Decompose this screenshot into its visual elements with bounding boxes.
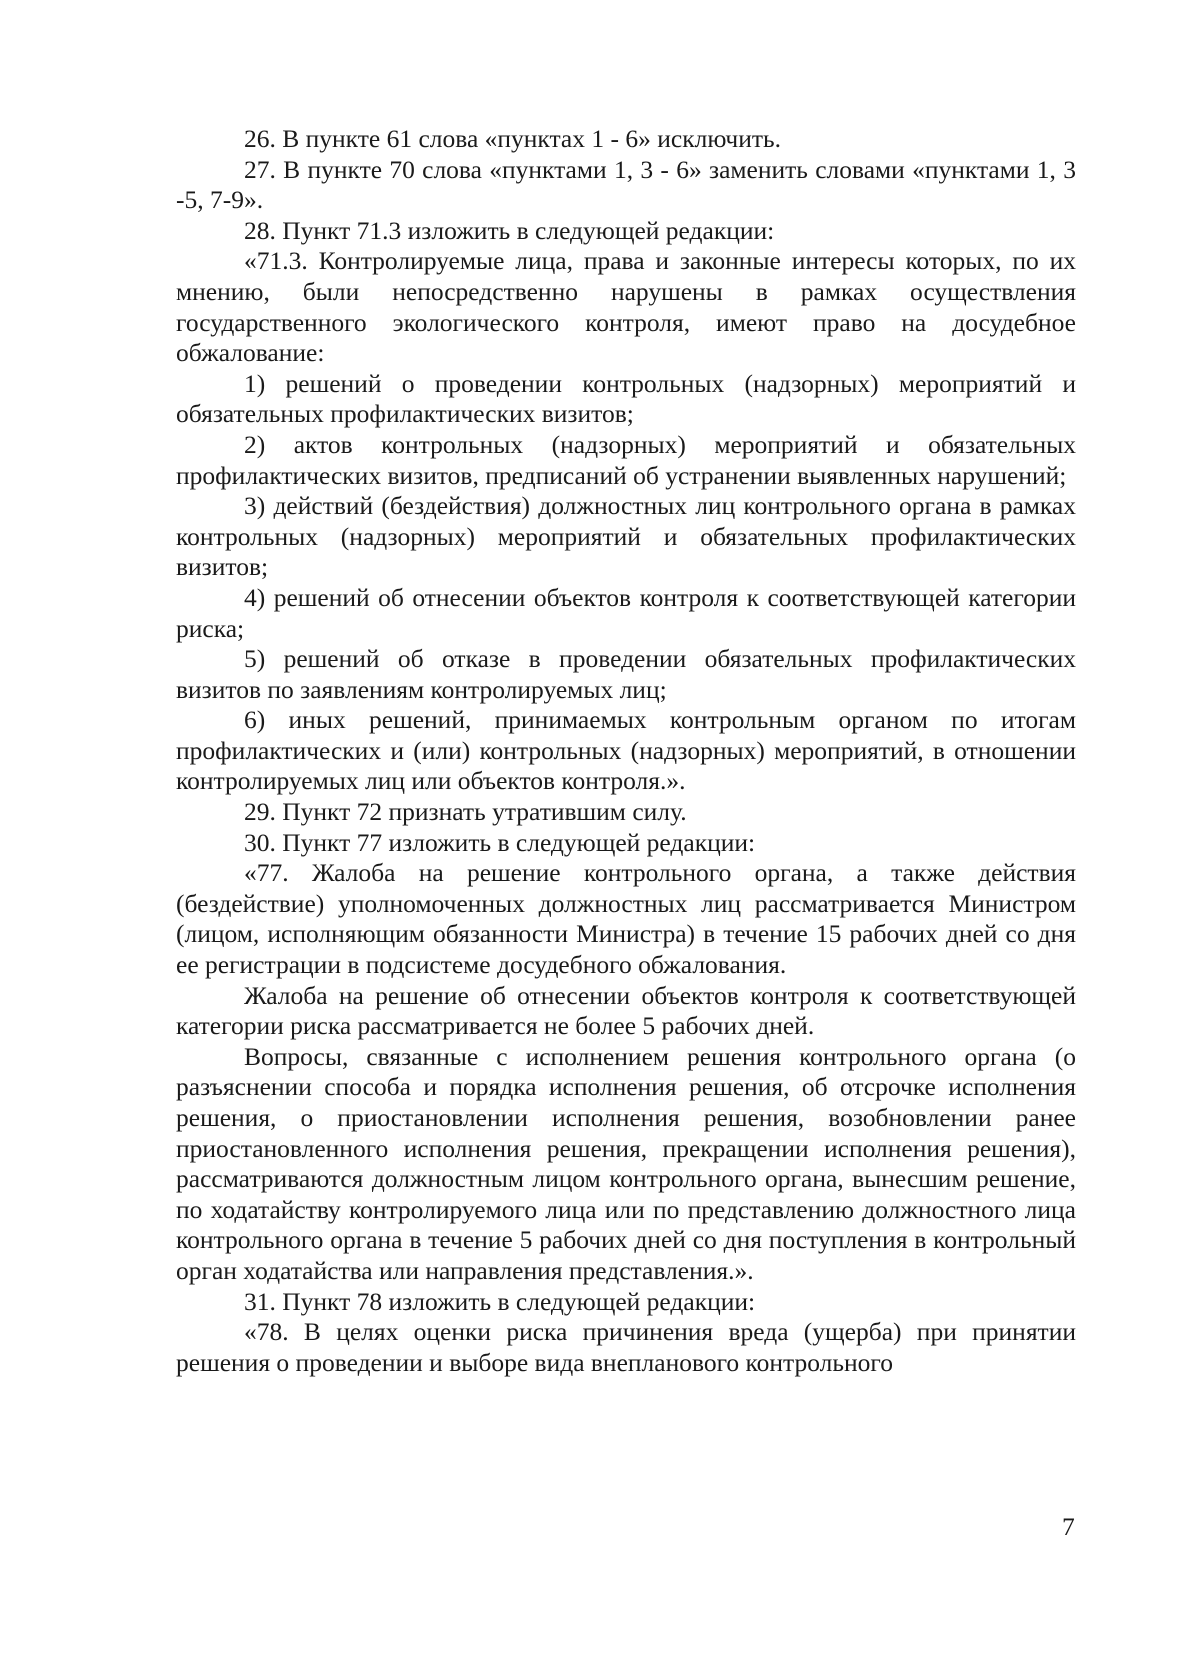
paragraph-26: 26. В пункте 61 слова «пунктах 1 - 6» исключить.: [244, 124, 782, 153]
page-number: 7: [1062, 1512, 1075, 1541]
paragraph-28: 28. Пункт 71.3 изложить в следующей редакции:: [244, 215, 775, 245]
paragraph-execution-questions: Вопросы, связанные с исполнением решения контрольного органа (о разъяснении способа и порядка исполнения решения, об отсрочке исполнения решения, о приостановлении исполнения решения, возобновлении ранее приостановленного исполнения решения, прекращении исполнения решения), рассматриваются должностным лицом контрольного органа, вынесшим решение, по ходатайству контролируемого лица или по представлению должностного лица контрольного органа в течение 5 рабочих дней со дня поступления в контрольный орган ходатайства или направления представления.».: [176, 1041, 1076, 1285]
list-item-5: 5) решений об отказе в проведении обязательных профилактических визитов по заявлениям контролируемых лиц;: [176, 644, 1076, 704]
list-item-1: 1) решений о проведении контрольных (надзорных) мероприятий и обязательных профилактических визитов;: [176, 368, 1076, 429]
list-item-6: 6) иных решений, принимаемых контрольным органом по итогам профилактических и (или) контрольных (надзорных) мероприятий, в отношении контролируемых лиц или объектов контроля.».: [176, 705, 1076, 796]
list-item-2: 2) актов контрольных (надзорных) мероприятий и обязательных профилактических визитов, предписаний об устранении выявленных нарушений;: [176, 429, 1076, 490]
document-body: [176, 124, 1076, 1378]
paragraph-78: «78. В целях оценки риска причинения вреда (ущерба) при принятии решения о проведении и выборе вида внепланового контрольного: [176, 1317, 1076, 1377]
paragraph-31: 31. Пункт 78 изложить в следующей редакции:: [244, 1286, 756, 1316]
list-item-4: 4) решений об отнесении объектов контроля к соответствующей категории риска;: [176, 582, 1076, 643]
paragraph-27: 27. В пункте 70 слова «пунктами 1, 3 - 6» заменить словами «пунктами 1, 3 -5, 7-9».: [176, 154, 1076, 215]
paragraph-30: 30. Пункт 77 изложить в следующей редакции:: [244, 827, 756, 857]
list-item-3: 3) действий (бездействия) должностных лиц контрольного органа в рамках контрольных (надзорных) мероприятий и обязательных профилактических визитов;: [176, 491, 1076, 582]
paragraph-complaint-risk: Жалоба на решение об отнесении объектов контроля к соответствующей категории риска рассматривается не более 5 рабочих дней.: [176, 980, 1076, 1041]
paragraph-29: 29. Пункт 72 признать утратившим силу.: [244, 797, 687, 827]
paragraph-77: «77. Жалоба на решение контрольного органа, а также действия (бездействие) уполномоченных должностных лиц рассматривается Министром (лицом, исполняющим обязанности Министра) в течение 15 рабочих дней со дня ее регистрации в подсистеме досудебного обжалования.: [176, 858, 1076, 980]
paragraph-71-3: «71.3. Контролируемые лица, права и законные интересы которых, по их мнению, были непосредственно нарушены в рамках осуществления государственного экологического контроля, имеют право на досудебное обжалование:: [176, 246, 1076, 368]
